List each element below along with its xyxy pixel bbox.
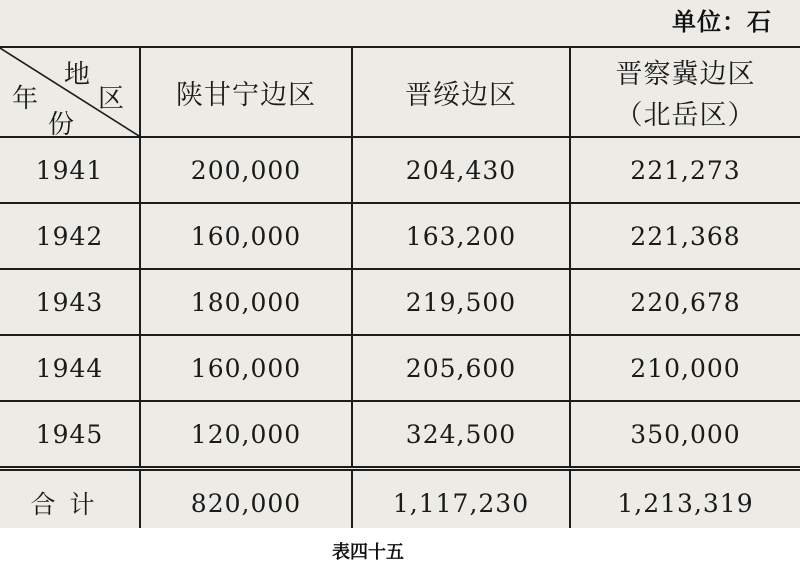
unit-label: 单位：石 — [672, 8, 772, 36]
total-row — [0, 469, 800, 529]
year-cell: 1943 — [0, 269, 140, 335]
corner-header-cell — [0, 47, 140, 140]
value-cell: 200,000 — [140, 137, 352, 203]
total-value-cell: 820,000 — [140, 469, 352, 529]
table-row — [0, 269, 800, 335]
value-cell: 120,000 — [140, 401, 352, 469]
value-cell: 221,273 — [570, 137, 800, 203]
value-cell: 204,430 — [352, 137, 570, 203]
value-cell: 221,368 — [570, 203, 800, 269]
value-cell: 160,000 — [140, 335, 352, 401]
value-cell: 350,000 — [570, 401, 800, 469]
total-value-cell: 1,117,230 — [352, 469, 570, 529]
table-row — [0, 203, 800, 269]
value-cell: 219,500 — [352, 269, 570, 335]
column-header-label: 晋察冀边区 — [615, 59, 756, 90]
column-header-sublabel: （北岳区） — [615, 100, 756, 131]
year-cell: 1945 — [0, 401, 140, 469]
year-cell: 1942 — [0, 203, 140, 269]
year-cell: 1944 — [0, 335, 140, 401]
value-cell: 210,000 — [570, 335, 800, 401]
total-label: 合计 — [30, 490, 109, 519]
grain-table — [0, 46, 800, 528]
table-row — [0, 335, 800, 401]
year-cell: 1941 — [0, 137, 140, 203]
value-cell: 180,000 — [140, 269, 352, 335]
column-header-jinsui — [352, 47, 570, 137]
table-caption: 表四十五 — [332, 542, 404, 563]
column-header-label: 晋绥边区 — [405, 79, 517, 111]
corner-label-region-1: 地 — [64, 60, 92, 90]
total-value-cell: 1,213,319 — [570, 469, 800, 529]
value-cell: 163,200 — [352, 203, 570, 269]
column-header-jinchaji — [570, 47, 800, 137]
column-header-label: 陕甘宁边区 — [176, 79, 316, 111]
corner-label-region-2: 区 — [97, 84, 125, 114]
table-row — [0, 401, 800, 469]
header-row — [0, 47, 800, 137]
value-cell: 220,678 — [570, 269, 800, 335]
value-cell: 324,500 — [352, 401, 570, 469]
corner-label-year-2: 份 — [48, 110, 76, 140]
total-label-cell — [0, 469, 140, 529]
table-row — [0, 137, 800, 203]
column-header-shaanganning — [140, 47, 352, 137]
corner-label-year-1: 年 — [12, 84, 40, 114]
value-cell: 160,000 — [140, 203, 352, 269]
value-cell: 205,600 — [352, 335, 570, 401]
